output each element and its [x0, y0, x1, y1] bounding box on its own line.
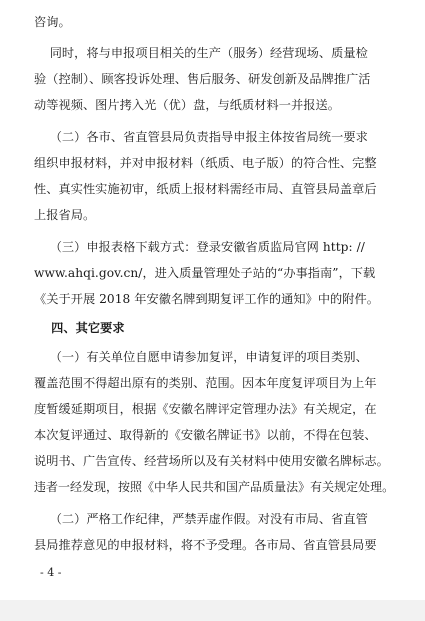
- text-line: 度暂缓延期项目，根据《安徽名牌评定管理办法》有关规定，在: [34, 402, 377, 416]
- text-line: （二）各市、省直管县局负责指导申报主体按省局统一要求: [34, 130, 368, 144]
- text-line: www.ahqi.gov.cn/，进入质量管理处子站的“办事指南”，下载: [34, 266, 376, 280]
- text-line: 违者一经发现，按照《中华人民共和国产品质量法》有关规定处理。: [34, 480, 395, 494]
- text-line: （二）严格工作纪律，严禁弄虚作假。对没有市局、省直管: [34, 512, 368, 526]
- text-line: 本次复评通过、取得新的《安徽名牌证书》以前，不得在包装、: [34, 428, 377, 442]
- viewer-bottom-band: [0, 600, 425, 621]
- section-heading: 四、其它要求: [34, 321, 125, 335]
- text-line: 动等视频、图片拷入光（优）盘，与纸质材料一并报送。: [34, 98, 340, 112]
- text-line: 上报省局。: [34, 208, 96, 222]
- text-line: （一）有关单位自愿申请参加复评，申请复评的项目类别、: [34, 350, 368, 364]
- text-line: 说明书、广告宣传、经营场所以及有关材料中使用安徽名牌标志。: [34, 454, 389, 468]
- page-number: - 4 -: [40, 566, 62, 579]
- text-line: 县局推荐意见的申报材料，将不予受理。各市局、省直管县局要: [34, 538, 377, 552]
- text-line: 性、真实性实施初审，纸质上报材料需经市局、直管县局盖章后: [34, 182, 377, 196]
- text-line: 覆盖范围不得超出原有的类别、范围。因本年度复评项目为上年: [34, 376, 377, 390]
- text-line: 验（控制）、顾客投诉处理、售后服务、研发创新及品牌推广活: [34, 72, 371, 86]
- text-line: 同时，将与申报项目相关的生产（服务）经营现场、质量检: [34, 46, 368, 60]
- text-line: （三）申报表格下载方式：登录安徽省质监局官网 http: //: [34, 240, 365, 254]
- text-line: 咨询。: [34, 15, 71, 29]
- text-line: 组织申报材料，并对申报材料（纸质、电子版）的符合性、完整: [34, 156, 377, 170]
- text-line: 《关于开展 2018 年安徽名牌到期复评工作的通知》中的附件。: [34, 292, 380, 306]
